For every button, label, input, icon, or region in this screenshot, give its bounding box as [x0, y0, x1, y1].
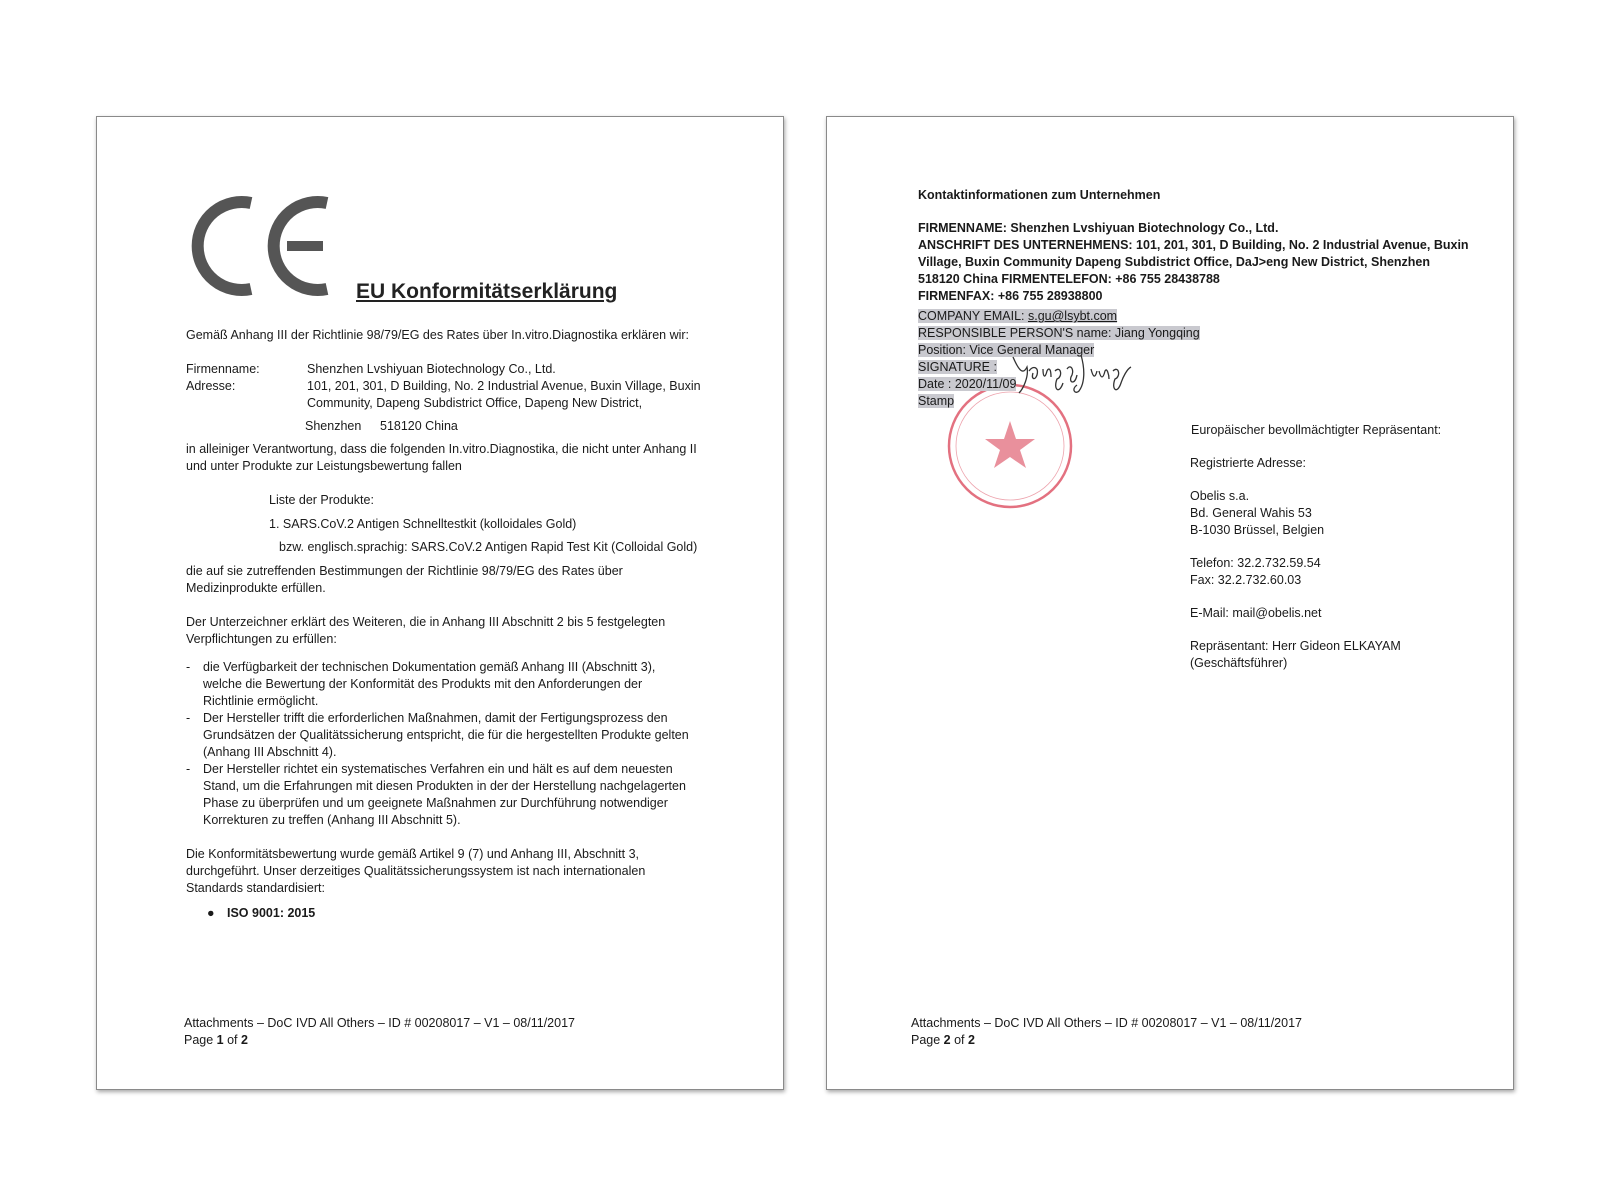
rep-street: Bd. General Wahis 53	[1190, 506, 1312, 520]
standard-bullet: ●	[207, 906, 215, 920]
anschrift-line-1: ANSCHRIFT DES UNTERNEHMENS: 101, 201, 301, D Building, No. 2 Industrial Avenue, Buxin	[918, 238, 1469, 252]
firmenname-label: Firmenname:	[186, 362, 260, 376]
rep-heading: Europäischer bevollmächtigter Repräsentant:	[1191, 423, 1442, 437]
footer-page-2	[911, 1032, 975, 1049]
anschrift-line-4: FIRMENFAX: +86 755 28938800	[918, 289, 1103, 303]
bullet-2-line-2: Grundsätzen der Qualitätssicherung entspricht, die für die hergestellten Produkte gelten	[203, 728, 689, 742]
assessment-line-2: durchgeführt. Unser derzeitiges Qualitätssicherungssystem ist nach internationalen	[186, 864, 646, 878]
undersigned-line-2: Verpflichtungen zu erfüllen:	[186, 632, 337, 646]
footer-page-num-2: 2	[943, 1033, 951, 1047]
footer-page-prefix-2: Page	[911, 1033, 944, 1047]
company-email-line	[918, 308, 1117, 325]
bullet-3-line-4: Korrekturen zu treffen (Anhang III Abschnitt 5).	[203, 813, 461, 827]
footer-page-num: 1	[216, 1033, 224, 1047]
date-text: Date : 2020/11/09	[918, 377, 1017, 391]
document-title: EU Konformitätserklärung	[356, 280, 618, 303]
bullet-3-line-1: Der Hersteller richtet ein systematisches Verfahren ein und hält es auf dem neuesten	[203, 762, 673, 776]
bullet-dash-1: -	[186, 660, 191, 674]
rep-name: Obelis s.a.	[1190, 489, 1250, 503]
rep-city: B-1030 Brüssel, Belgien	[1190, 523, 1325, 537]
footer-page-total: 2	[241, 1033, 248, 1047]
responsible-person	[918, 325, 1200, 342]
responsibility-line-2: und unter Produkte zur Leistungsbewertung fallen	[186, 459, 462, 473]
firmenname-value: Shenzhen Lvshiyuan Biotechnology Co., Ltd.	[307, 362, 556, 376]
standard-iso: ISO 9001: 2015	[227, 906, 316, 920]
handwritten-signature	[1009, 349, 1134, 397]
assessment-line-1: Die Konformitätsbewertung wurde gemäß Artikel 9 (7) und Anhang III, Abschnitt 3,	[186, 847, 640, 861]
intro-text: Gemäß Anhang III der Richtlinie 98/79/EG des Rates über In.vitro.Diagnostika erklären wir:	[186, 328, 690, 342]
company-stamp	[945, 381, 1075, 511]
adresse-line-2: Community, Dapeng Subdistrict Office, Dapeng New District,	[307, 396, 643, 410]
contact-heading: Kontaktinformationen zum Unternehmen	[918, 188, 1161, 202]
bullet-dash-3: -	[186, 762, 191, 776]
anschrift-line-2: Village, Buxin Community Dapeng Subdistrict Office, DaJ>eng New District, Shenzhen	[918, 255, 1431, 269]
document-page-2	[826, 116, 1514, 1090]
registered-address-label: Registrierte Adresse:	[1190, 456, 1307, 470]
bullet-1-line-1: die Verfügbarkeit der technischen Dokumentation gemäß Anhang III (Abschnitt 3),	[203, 660, 656, 674]
bullet-dash-2: -	[186, 711, 191, 725]
compliance-line-2: Medizinprodukte erfüllen.	[186, 581, 326, 595]
responsible-person-text: RESPONSIBLE PERSON'S name: Jiang Yongqing	[918, 326, 1200, 340]
rep-email: E-Mail: mail@obelis.net	[1190, 606, 1322, 620]
footer-page-of-2: of	[950, 1033, 968, 1047]
footer-page-of: of	[223, 1033, 241, 1047]
signature-label	[918, 359, 997, 376]
zip-country: 518120 China	[380, 419, 458, 433]
adresse-line-1: 101, 201, 301, D Building, No. 2 Industrial Avenue, Buxin Village, Buxin	[307, 379, 701, 393]
bullet-1-line-2: welche die Bewertung der Konformität des Produkts mit den Anforderungen der	[203, 677, 643, 691]
assessment-line-3: Standards standardisiert:	[186, 881, 325, 895]
representative: Repräsentant: Herr Gideon ELKAYAM	[1190, 639, 1401, 653]
bullet-2-line-1: Der Hersteller trifft die erforderlichen Maßnahmen, damit der Fertigungsprozess den	[203, 711, 668, 725]
stamp-label	[918, 393, 954, 410]
bullet-3-line-3: Phase zu überprüfen und um geeignete Maßnahmen zur Durchführung notwendiger	[203, 796, 668, 810]
product-list-label: Liste der Produkte:	[269, 493, 374, 507]
bullet-3-line-2: Stand, um die Erfahrungen mit diesen Produkten in der der Herstellung nachgelagerten	[203, 779, 686, 793]
representative-role: (Geschäftsführer)	[1190, 656, 1288, 670]
footer-page	[184, 1032, 248, 1049]
ce-mark-logo	[189, 193, 339, 299]
position-text: Position: Vice General Manager	[918, 343, 1095, 357]
document-page-1	[96, 116, 784, 1090]
signature-label-text: SIGNATURE :	[918, 360, 997, 374]
company-email-label: COMPANY EMAIL:	[918, 309, 1028, 323]
date	[918, 376, 1016, 393]
bullet-2-line-3: (Anhang III Abschnitt 4).	[203, 745, 337, 759]
footer-line: Attachments – DoC IVD All Others – ID # 00208017 – V1 – 08/11/2017	[184, 1016, 575, 1030]
anschrift-line-3: 518120 China FIRMENTELEFON: +86 755 28438788	[918, 272, 1220, 286]
rep-phone: Telefon: 32.2.732.59.54	[1190, 556, 1321, 570]
product-1: 1. SARS.CoV.2 Antigen Schnelltestkit (kolloidales Gold)	[269, 517, 577, 531]
footer-line-2: Attachments – DoC IVD All Others – ID # 00208017 – V1 – 08/11/2017	[911, 1016, 1302, 1030]
rep-fax: Fax: 32.2.732.60.03	[1190, 573, 1302, 587]
stamp-label-text: Stamp	[918, 394, 955, 408]
compliance-line-1: die auf sie zutreffenden Bestimmungen der Richtlinie 98/79/EG des Rates über	[186, 564, 623, 578]
company-email-link[interactable]: s.gu@lsybt.com	[1027, 309, 1118, 323]
footer-page-total-2: 2	[968, 1033, 975, 1047]
product-1-english: bzw. englisch.sprachig: SARS.CoV.2 Antigen Rapid Test Kit (Colloidal Gold)	[279, 540, 698, 554]
responsibility-line-1: in alleiniger Verantwortung, dass die folgenden In.vitro.Diagnostika, die nicht unter Anhang II	[186, 442, 697, 456]
city: Shenzhen	[305, 419, 362, 433]
firmenname: FIRMENNAME: Shenzhen Lvshiyuan Biotechnology Co., Ltd.	[918, 221, 1279, 235]
footer-page-prefix: Page	[184, 1033, 217, 1047]
bullet-1-line-3: Richtlinie ermöglicht.	[203, 694, 319, 708]
adresse-label: Adresse:	[186, 379, 236, 393]
undersigned-line-1: Der Unterzeichner erklärt des Weiteren, die in Anhang III Abschnitt 2 bis 5 festgelegten	[186, 615, 666, 629]
